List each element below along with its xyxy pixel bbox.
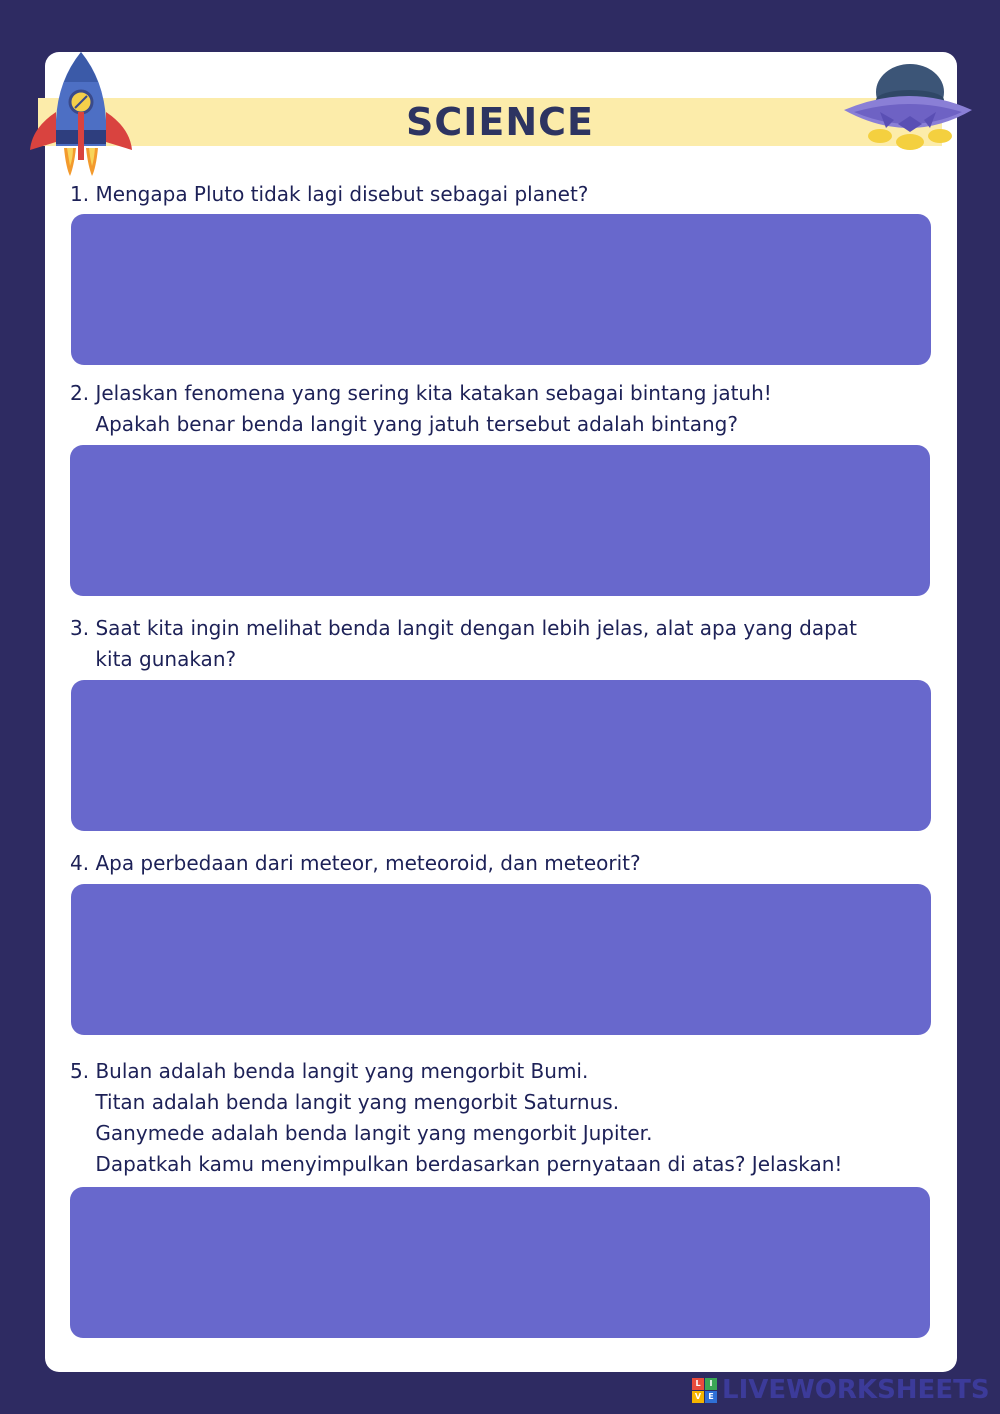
question-2-text: 2. Jelaskan fenomena yang sering kita katakan sebagai bintang jatuh! Apakah benar benda langit yang jatuh tersebut adalah bintang? xyxy=(70,381,772,436)
answer-box-2[interactable] xyxy=(70,445,930,596)
question-3-text: 3. Saat kita ingin melihat benda langit dengan lebih jelas, alat apa yang dapat kita gunakan? xyxy=(70,616,857,671)
answer-box-4[interactable] xyxy=(71,884,931,1035)
liveworksheets-brand[interactable] xyxy=(692,1376,990,1404)
question-5-text: 5. Bulan adalah benda langit yang mengorbit Bumi. Titan adalah benda langit yang mengorbit Saturnus. Ganymede adalah benda langit yang mengorbit Jupiter. Dapatkah kamu menyimpulkan berdasarkan pernyataan di atas? Jelaskan! xyxy=(70,1059,843,1176)
answer-box-5[interactable] xyxy=(70,1187,930,1338)
liveworksheets-wordmark: LIVEWORKSHEETS xyxy=(722,1375,990,1405)
worksheet-title: SCIENCE xyxy=(405,100,594,144)
answer-box-1[interactable] xyxy=(71,214,931,365)
question-4-text: 4. Apa perbedaan dari meteor, meteoroid, dan meteorit? xyxy=(70,851,641,875)
ufo-icon xyxy=(840,60,976,156)
rocket-icon xyxy=(26,50,136,180)
answer-box-3[interactable] xyxy=(71,680,931,831)
question-1-text: 1. Mengapa Pluto tidak lagi disebut sebagai planet? xyxy=(70,182,589,206)
liveworksheets-logo-icon: L I V E xyxy=(692,1378,716,1402)
